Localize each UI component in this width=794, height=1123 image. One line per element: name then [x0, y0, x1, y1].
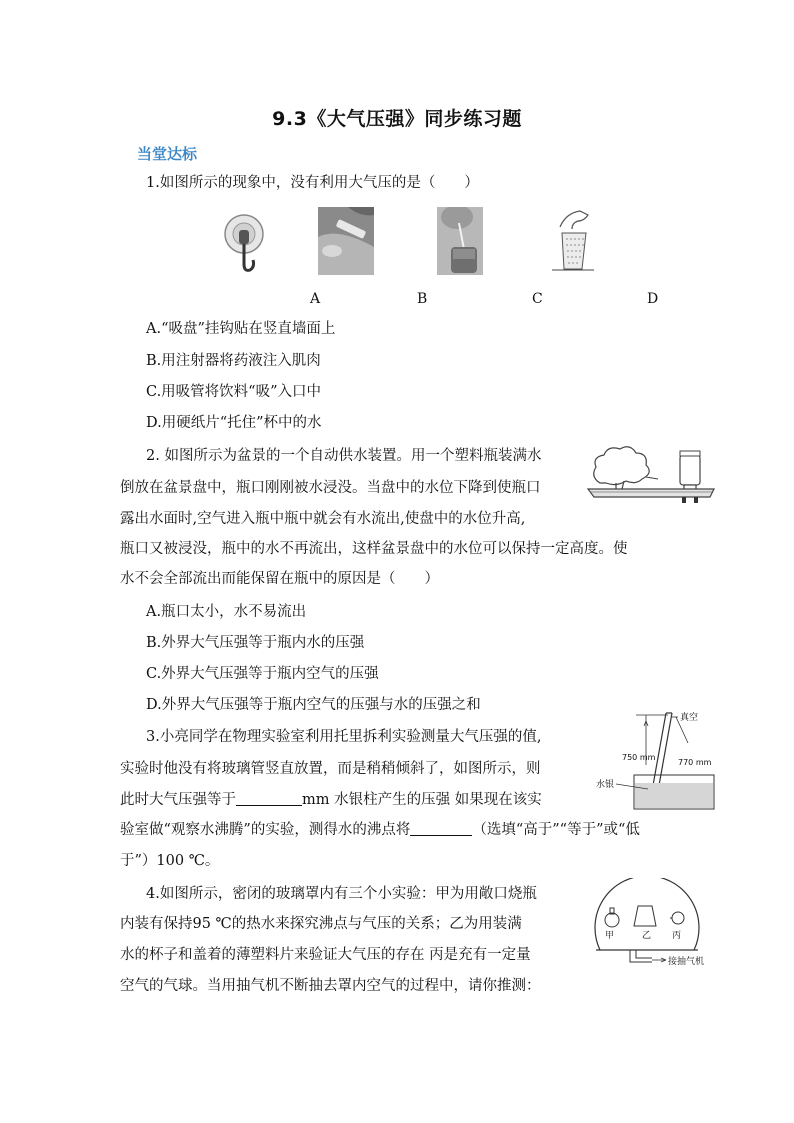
- vacuum-label: 真空: [680, 713, 699, 723]
- bell-jar-figure: [590, 878, 720, 982]
- q2-line-4: 瓶口又被浸没，瓶中的水不再流出，这样盆景盘中的水位可以保持一定高度。使: [120, 541, 628, 557]
- bonsai-water-supply-figure: [586, 443, 718, 517]
- height-750-label: 750 mm: [622, 753, 656, 762]
- injection-photo-figure: [318, 207, 374, 279]
- q3-line-3-prefix: 此时大气压强等于: [120, 792, 236, 808]
- pump-label: 接抽气机: [668, 957, 705, 967]
- fig-label-b: B: [417, 291, 428, 307]
- q3-line-2: 实验时他没有将玻璃管竖直放置，而是稍稍倾斜了，如图所示，则: [120, 761, 541, 777]
- q3-line-4-prefix: 验室做“观察水沸腾”的实验，测得水的沸点将: [120, 822, 411, 838]
- height-770-label: 770 mm: [678, 758, 712, 767]
- q1-stem: 1.如图所示的现象中，没有利用大气压的是（ ）: [146, 175, 479, 191]
- label-yi: 乙: [642, 931, 652, 941]
- q1-option-a: A.“吸盘”挂钩贴在竖直墙面上: [146, 321, 336, 337]
- q1-option-c: C.用吸管将饮料“吸”入口中: [146, 384, 322, 400]
- q3-line-1: 3.小亮同学在物理实验室利用托里拆利实验测量大气压强的值,: [146, 729, 542, 745]
- q3-answer-blank-2[interactable]: [410, 821, 472, 836]
- q2-option-c: C.外界大气压强等于瓶内空气的压强: [146, 666, 379, 682]
- q2-line-2: 倒放在盆景盘中，瓶口刚刚被水浸没。当盘中的水位下降到使瓶口: [120, 480, 541, 496]
- paper-cup-figure: [550, 207, 596, 279]
- q1-option-d: D.用硬纸片“托住”杯中的水: [146, 415, 322, 431]
- suction-hook-figure: [222, 208, 278, 280]
- q3-line-4-suffix: （选填“高于”“等于”或“低: [472, 822, 640, 838]
- q3-line-3: [120, 790, 542, 810]
- q4-line-3: 水的杯子和盖着的薄塑料片来验证大气压的存在 丙是充有一定量: [120, 947, 531, 963]
- q4-line-4: 空气的气球。当用抽气机不断抽去罩内空气的过程中，请你推测：: [120, 978, 541, 994]
- q2-option-a: A.瓶口太小，水不易流出: [146, 604, 307, 620]
- q4-line-2: 内装有保持95 ℃的热水来探究沸点与气压的关系；乙为用装满: [120, 916, 522, 932]
- q2-line-3: 露出水面时,空气进入瓶中瓶中就会有水流出,使盘中的水位升高,: [120, 511, 526, 527]
- page-title: 9.3《大气压强》同步练习题: [272, 108, 522, 130]
- straw-drinking-figure: [437, 207, 483, 279]
- q2-line-5: 水不会全部流出而能保留在瓶中的原因是（ ）: [120, 571, 439, 587]
- fig-label-d: D: [647, 291, 659, 307]
- q3-line-5: 于”）100 ℃。: [120, 853, 220, 869]
- label-bing: 丙: [672, 931, 682, 941]
- q2-option-d: D.外界大气压强等于瓶内空气的压强与水的压强之和: [146, 697, 481, 713]
- q3-line-3-suffix: mm 水银柱产生的压强 如果现在该实: [302, 792, 542, 808]
- section-heading: 当堂达标: [137, 145, 198, 163]
- fig-label-a: A: [310, 291, 321, 307]
- q2-line-1: 2. 如图所示为盆景的一个自动供水装置。用一个塑料瓶装满水: [146, 448, 542, 464]
- torricelli-figure: [592, 707, 722, 817]
- mercury-label: 水银: [596, 780, 615, 790]
- q2-option-b: B.外界大气压强等于瓶内水的压强: [146, 635, 365, 651]
- q3-line-4: [120, 820, 640, 840]
- label-jia: 甲: [605, 931, 615, 941]
- q4-line-1: 4.如图所示，密闭的玻璃罩内有三个小实验：甲为用敞口烧瓶: [146, 886, 537, 902]
- q3-answer-blank-1[interactable]: [236, 791, 302, 806]
- fig-label-c: C: [532, 291, 543, 307]
- q1-option-b: B.用注射器将药液注入肌肉: [146, 353, 321, 369]
